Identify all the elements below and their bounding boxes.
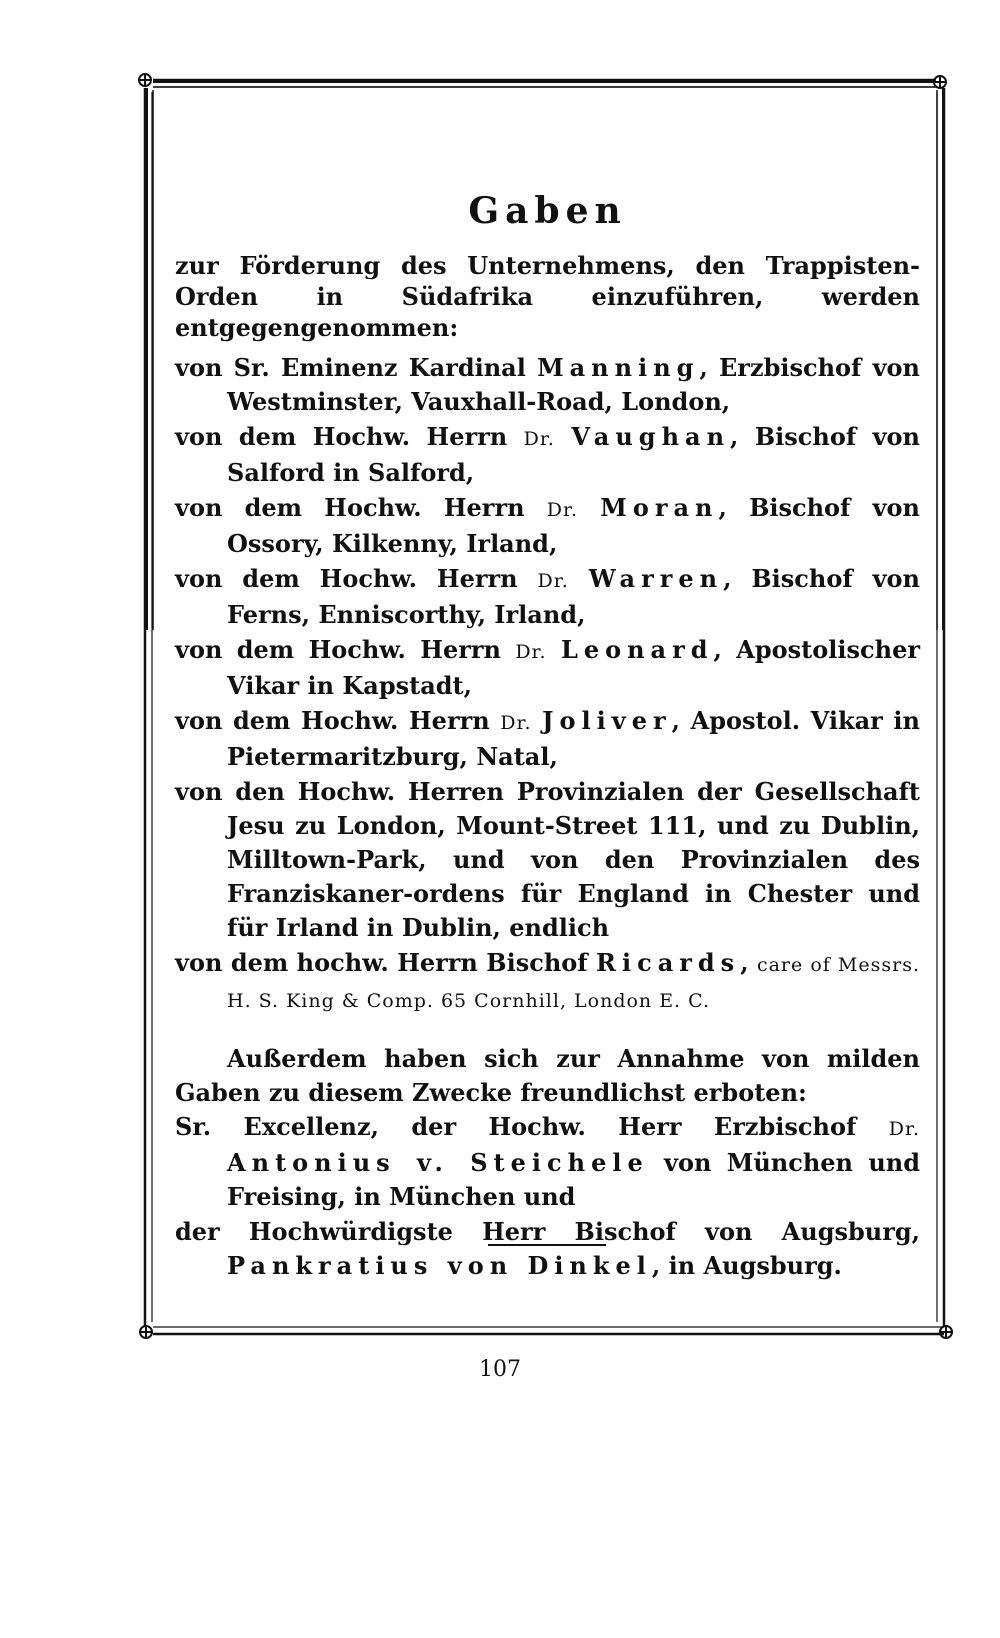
list-item: der Hochwürdigste Herr Bischof von Augsburg, Pankratius von Dinkel, in Augsburg. [175,1217,920,1280]
list-item: von dem Hochw. Herrn Dr. Warren, Bischof von Ferns, Enniscorthy, Irland, [175,564,920,629]
page-number: 107 [479,1357,521,1382]
page-title: Gaben [468,190,627,232]
corner-ornament-bl [140,1326,152,1338]
second-paragraph: Außerdem haben sich zur Annahme von milden Gaben zu diesem Zwecke freundlichst erboten: [175,1044,920,1107]
corner-ornament-tl [139,74,151,86]
intro-paragraph: zur Förderung des Unternehmens, den Trappisten-Orden in Südafrika einzuführen, werden entgegengenommen: [175,251,920,342]
list-item: von den Hochw. Herren Provinzialen der Gesellschaft Jesu zu London, Mount-Street 111, und zu Dublin, Milltown-Park, und von den Provinzialen des Franziskaner-ordens für England in Chester und für Irland in Dublin, endlich [175,777,920,942]
list-item: von dem hochw. Herrn Bischof Ricards, care of Messrs. H. S. King & Comp. 65 Cornhill, London E. C. [175,948,920,1012]
list-item: Sr. Excellenz, der Hochw. Herr Erzbischof Dr. Antonius v. Steichele von München und Freising, in München und [175,1112,920,1211]
list-item: von dem Hochw. Herrn Dr. Joliver, Apostol. Vikar in Pietermaritzburg, Natal, [175,706,920,771]
person-name: Manning [537,353,700,382]
corner-ornament-tr [934,76,946,88]
section-divider [488,1244,606,1246]
person-name: Vaughan [571,422,731,451]
person-name: Joliver [542,706,672,735]
person-name: Pankratius von Dinkel [227,1251,652,1280]
person-name: Ricards [596,948,741,977]
person-name: Leonard [560,635,714,664]
list-item: von dem Hochw. Herrn Dr. Vaughan, Bischof von Salford in Salford, [175,422,920,487]
person-name: Warren [588,564,724,593]
person-name: Moran [600,493,719,522]
list-item: von dem Hochw. Herrn Dr. Leonard, Apostolischer Vikar in Kapstadt, [175,635,920,700]
postal-address: care of Messrs. H. S. King & Comp. 65 Cornhill, London E. C. [227,954,920,1012]
person-name: Antonius v. Steichele [227,1148,649,1177]
corner-ornament-br [940,1326,952,1338]
donor-list [175,351,920,1018]
list-item: von dem Hochw. Herrn Dr. Moran, Bischof von Ossory, Kilkenny, Irland, [175,493,921,558]
list-item: von Sr. Eminenz Kardinal Manning, Erzbischof von Westminster, Vauxhall-Road, London, [175,353,920,416]
page-content [175,190,920,1284]
